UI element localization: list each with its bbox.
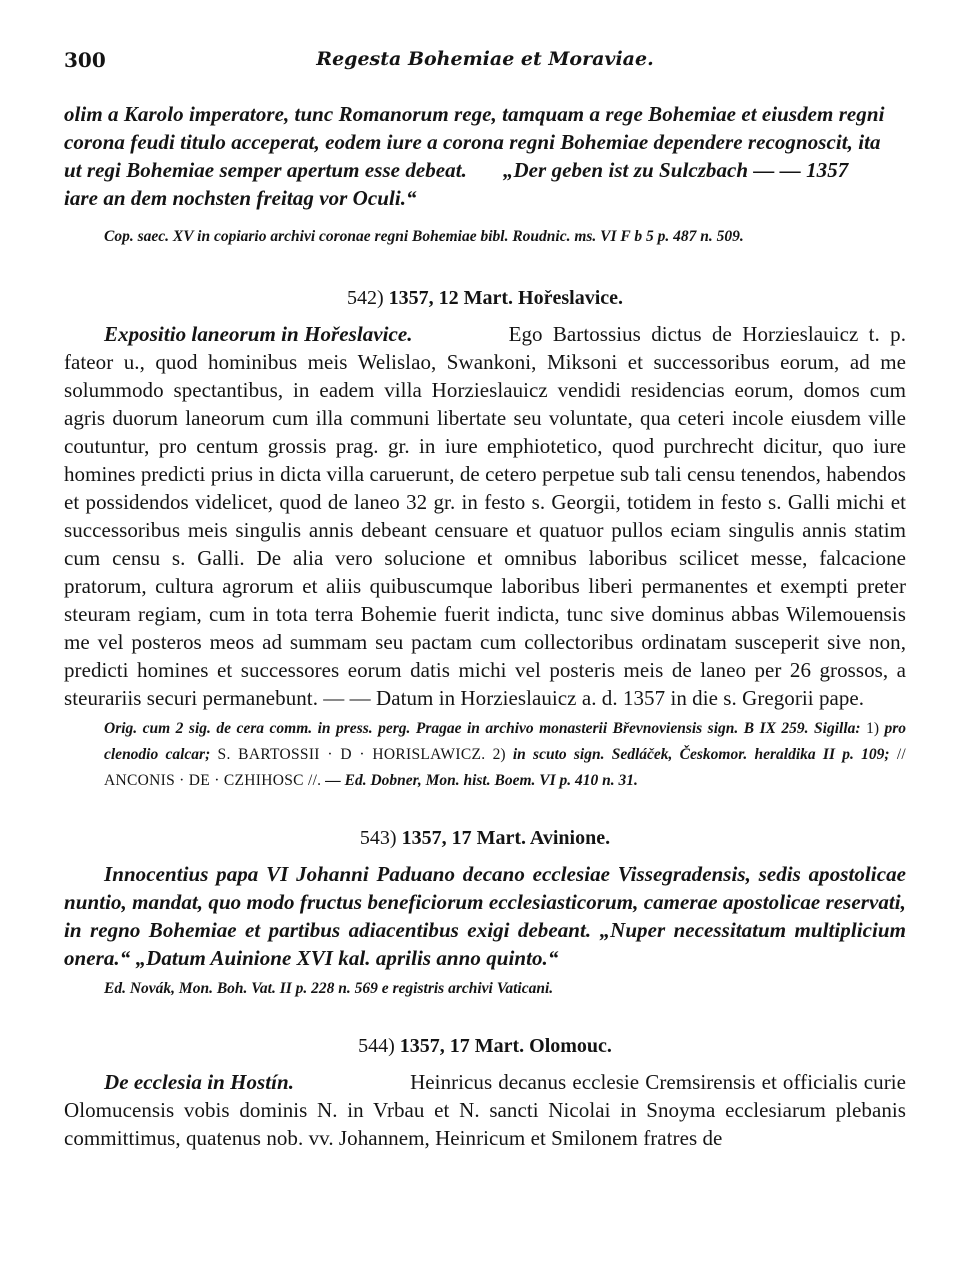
- entry-heading: [64, 284, 906, 312]
- entry-544: [64, 1032, 906, 1152]
- entry-text: [64, 1068, 906, 1152]
- source-part: pro clenodio calcar;: [104, 720, 907, 763]
- entry-body: Heinricus decanus ecclesie Cremsirensis et officialis curie Olomucensis vobis dominis N. in Vrbau et N. sancti Nicolai in Snoyma ecclesiarum plebanis committimus, quatenus nob. vv. Johannem, Heinricum et Smilonem fratres de: [64, 1070, 906, 1150]
- text-line: olim a Karolo imperatore, tunc Romanorum rege, tamquam a rege Bohemiae et eiusdem regni: [64, 102, 885, 126]
- entry-heading: [64, 824, 906, 852]
- seal-legend: S. BARTOSSII · D · HORISLAWICZ.: [217, 746, 486, 763]
- entry-text: Innocentius papa VI Johanni Paduano decano ecclesiae Vissegradensis, sedis apostolicae nuntio, mandat, quo modo fructus beneficiorum ecclesiasticorum, camerae apostolicae reservati, in regno Bohemiae et partibus adiacentibus exigi debeant. „Nuper necessitatum multiplicium onera.“ „Datum Auinione XVI kal. aprilis anno quinto.“: [64, 862, 906, 970]
- source-note: Cop. saec. XV in copiario archivi coronae regni Bohemiae bibl. Roudnic. ms. VI F b 5 p. 487 n. 509.: [104, 228, 744, 245]
- entry-number: 544): [358, 1035, 395, 1057]
- entry-541-tail: [64, 100, 906, 250]
- quote-segment: „Der geben ist zu Sulczbach — — 1357: [502, 158, 849, 182]
- text-line: iare an dem nochsten freitag vor Oculi.“: [64, 186, 417, 210]
- page-header: [64, 48, 906, 82]
- entry-date-place: 1357, 17 Mart. Olomouc.: [399, 1035, 612, 1057]
- entry-542: [64, 284, 906, 794]
- source-part: 1): [866, 720, 879, 737]
- entry-title: Expositio laneorum in Hořeslavice.: [104, 322, 413, 346]
- entry-heading: [64, 1032, 906, 1060]
- entry-number: 542): [346, 287, 384, 309]
- entry-543: [64, 824, 906, 1002]
- source-part: Orig. cum 2 sig. de cera comm. in press. perg. Pragae in archivo monasterii Břevnoviensis sign. B IX 259. Sigilla:: [104, 720, 861, 737]
- text-segment: ut regi Bohemiae semper apertum esse debeat.: [64, 158, 467, 182]
- entry-date-place: 1357, 12 Mart. Hořeslavice.: [388, 287, 624, 309]
- source-note: [64, 716, 906, 794]
- text-line: corona feudi titulo acceperat, eodem iure a corona regni Bohemiae dependere recognoscit, ita: [64, 130, 881, 154]
- entry-text: [64, 320, 906, 712]
- page-body: [64, 100, 906, 1152]
- entry-body: Ego Bartossius dictus de Horzieslauicz t. p. fateor u., quod hominibus meis Welislao, Swankoni, Miksoni et successoribus eorum, ad me solummodo spectantibus, in eadem villa Horzieslauicz vendidi residencias eorum, domos cum agris duorum laneorum cum illa communi libertate seu voluntate, qua ceteri incole eiusdem ville coutuntur, pro centum grossis prag. gr. in iure emphiotetico, quod purchrecht dicitur, quo iure homines predicti prius in dicta villa caruerunt, de cetero perpetue sub tali censu tenendos, habendos et possidendos videlicet, quod de laneo 32 gr. in festo s. Georgii, totidem in festo s. Galli michi et successoribus meis singulis annis debeant censuare et quatuor pullos eciam singulis annis statim cum censu s. Galli. De alia vero solucione et omnibus laboribus scilicet messe, falcacione pratorum, cultura agrorum et aliis quibuscumque laboribus liberi permanentes et exempti preter steuram regiam, cum in tota terra Bohemie fuerit indicta, tunc sive dominus abbas Wilemouensis me vel posteros meos ad summam seu pactam cum collectoribus ordinatam susceperit sive non, predicti homines et successores eorum datis michi vel posteris meis de laneo per 26 grossos, a steurariis securi permanebunt. — — Datum in Horzieslauicz a. d. 1357 in die s. Gregorii pape.: [64, 322, 906, 710]
- entry-number: 543): [359, 827, 397, 849]
- page-number: 300: [64, 48, 106, 72]
- running-title: Regesta Bohemiae et Moraviae.: [316, 48, 654, 70]
- seal-legend: // ANCONIS · DE · CZHIHOSC //.: [104, 746, 907, 789]
- source-part: in scuto sign. Sedláček, Českomor. heraldika II p. 109;: [512, 746, 890, 763]
- source-part: 2): [492, 746, 506, 763]
- text-line: [64, 156, 906, 184]
- entry-date-place: 1357, 17 Mart. Avinione.: [401, 827, 611, 849]
- entry-title: De ecclesia in Hostín.: [104, 1070, 295, 1094]
- source-part: — Ed. Dobner, Mon. hist. Boem. VI p. 410 n. 31.: [325, 772, 638, 789]
- source-note: Ed. Novák, Mon. Boh. Vat. II p. 228 n. 569 e registris archivi Vaticani.: [104, 980, 554, 997]
